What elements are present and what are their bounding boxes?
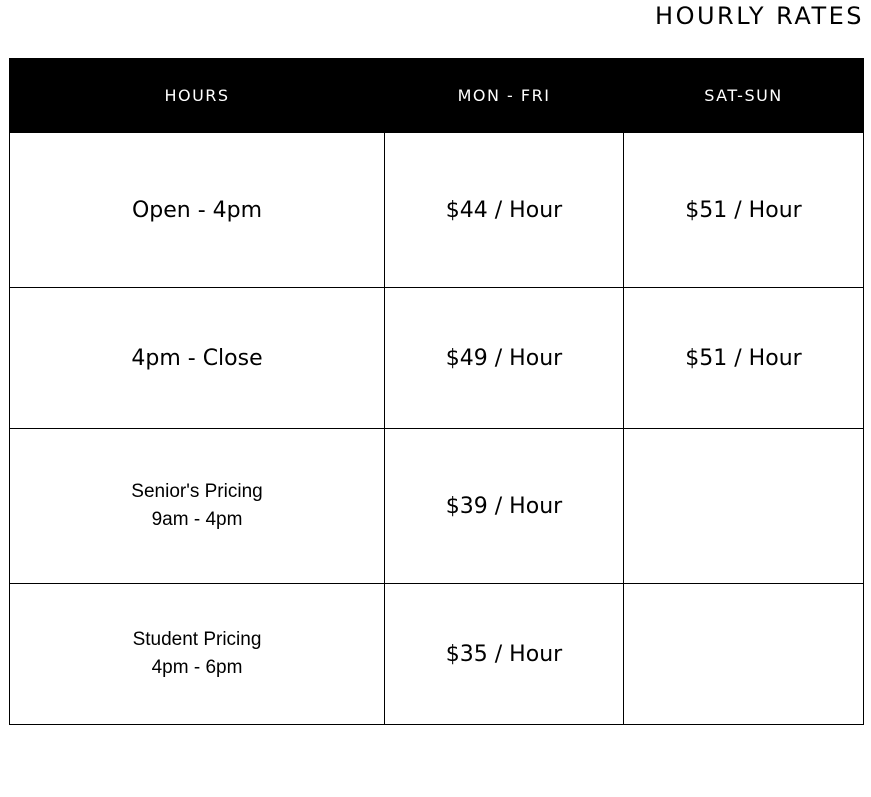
table-row: [10, 133, 864, 288]
weekend-rate-cell: [624, 133, 864, 288]
hours-cell: [10, 429, 385, 584]
weekend-rate-cell: [624, 288, 864, 429]
pricing-type-label: Senior's Pricing: [131, 481, 263, 502]
hours-cell: [10, 584, 385, 725]
column-header-hours: HOURS: [10, 59, 385, 133]
column-header-sat-sun: SAT-SUN: [624, 59, 864, 133]
hours-cell: [10, 288, 385, 429]
weekday-rate-cell: [385, 584, 624, 725]
weekday-rate-cell: [385, 133, 624, 288]
hourly-rates-table: [9, 58, 864, 725]
table-row: [10, 288, 864, 429]
column-header-mon-fri: MON - FRI: [385, 59, 624, 133]
weekday-rate: $49 / Hour: [445, 345, 563, 371]
weekend-rate: $51 / Hour: [685, 197, 802, 223]
hours-cell: [10, 133, 385, 288]
table-header-row: [10, 59, 864, 133]
weekend-rate-cell: [624, 584, 864, 725]
weekday-rate-cell: [385, 429, 624, 584]
pricing-type-label: Student Pricing: [132, 629, 262, 650]
weekend-rate-cell: [624, 429, 864, 584]
weekday-rate: $35 / Hour: [445, 641, 563, 667]
hours-label: Open - 4pm: [131, 197, 263, 223]
hours-label: 4pm - Close: [131, 345, 263, 371]
weekday-rate: $39 / Hour: [445, 493, 563, 519]
weekday-rate-cell: [385, 288, 624, 429]
table-row: [10, 429, 864, 584]
table-row: [10, 584, 864, 725]
pricing-time-range: 9am - 4pm: [151, 509, 243, 530]
weekend-rate: $51 / Hour: [685, 345, 802, 371]
page-title: HOURLY RATES: [655, 2, 864, 30]
weekday-rate: $44 / Hour: [445, 197, 563, 223]
pricing-time-range: 4pm - 6pm: [151, 657, 243, 678]
